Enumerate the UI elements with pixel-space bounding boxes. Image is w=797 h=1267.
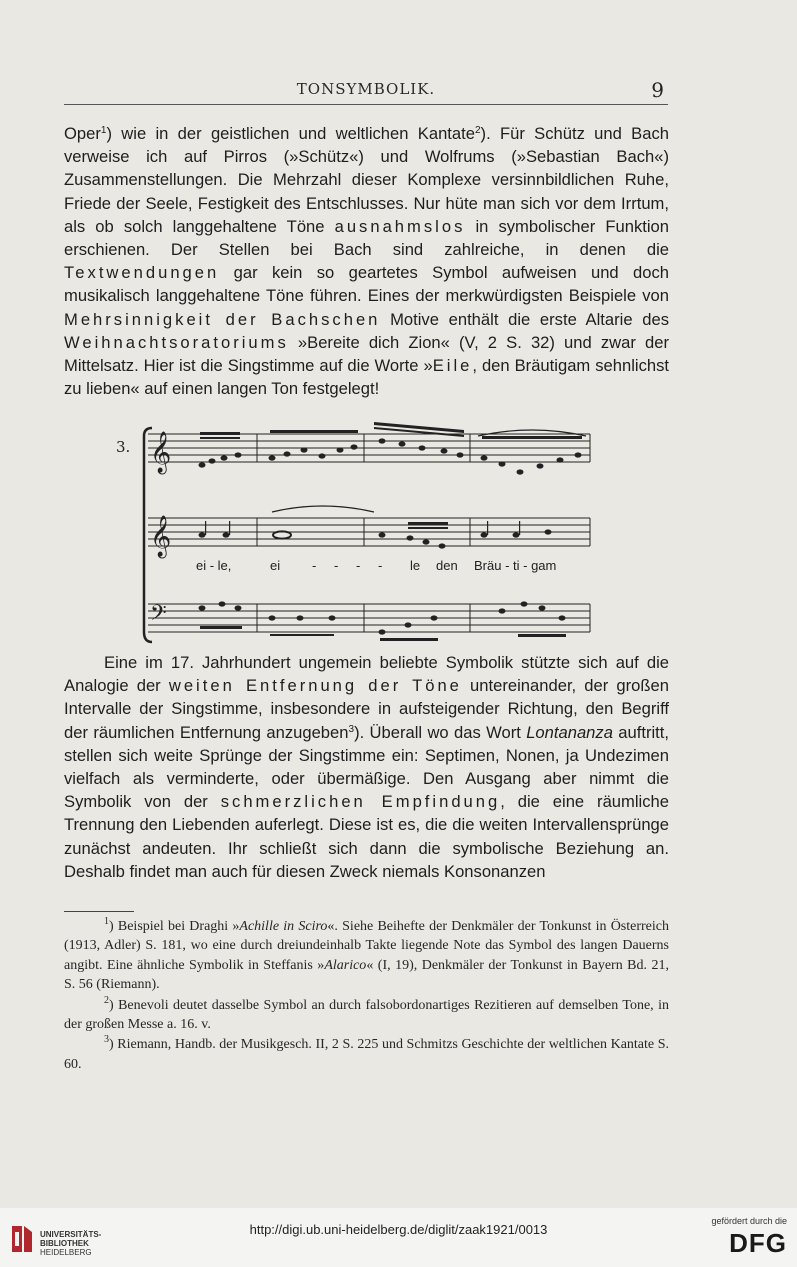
running-header <box>64 78 668 105</box>
footnote-rule <box>64 911 134 912</box>
library-name: UNIVERSITÄTS- BIBLIOTHEK HEIDELBERG <box>40 1230 102 1257</box>
svg-text:-: - <box>356 558 361 573</box>
svg-text:-: - <box>312 558 317 573</box>
music-example <box>112 420 602 648</box>
document-url[interactable]: http://digi.ub.uni-heidelberg.de/diglit/zaak1921/0013 <box>249 1222 548 1237</box>
svg-text:-: - <box>378 558 383 573</box>
viewer-footer <box>0 1208 797 1267</box>
staff-voice <box>148 518 590 546</box>
running-title: TONSYMBOLIK. <box>296 80 436 98</box>
slur-1 <box>478 430 586 436</box>
funder-logo[interactable] <box>707 1216 787 1259</box>
lyrics <box>196 558 556 573</box>
treble-clef-2: 𝄞 <box>150 516 172 557</box>
svg-text:ei: ei <box>270 558 281 573</box>
page-number: 9 <box>651 78 664 102</box>
funder-note: gefördert durch die <box>711 1216 787 1226</box>
svg-text:den: den <box>436 558 458 573</box>
treble-clef: 𝄞 <box>150 432 172 473</box>
footnote-3: $^3$) Riemann, Handb. der Musikgesch. II, 2 S. 225 und Schmitzs Geschichte der weltlichen Kantate S. 60. <box>64 1034 669 1072</box>
dfg-logo: DFG <box>729 1228 787 1258</box>
footnotes <box>64 917 669 1075</box>
svg-text:le: le <box>410 558 421 573</box>
example-number: 3. <box>116 438 131 456</box>
svg-text:Bräu - ti - gam: Bräu - ti - gam <box>474 558 557 573</box>
footnote-1: $^1$) Beispiel bei Draghi »Achille in Sciro«. Siehe Beihefte der Denkmäler der Tonkunst in Österreich (1913, Adler) S. 181, wo eine durch dreiundeinhalb Takte liegende Note das Symbol des langen Dauerns angibt. Eine ähnliche Symbolik in Steffanis »Alarico« (I, 19), Denkmäler der Tonkunst in Bayern Bd. 21, S. 56 (Riemann). <box>64 916 669 993</box>
footnote-2: $^2$) Benevoli deutet dasselbe Symbol an durch falsobordonartiges Rezitieren auf demselben Tone, in der großen Messe a. 16. v. <box>64 994 669 1033</box>
svg-text:ei - le,: ei - le, <box>196 558 232 573</box>
paragraph-1: Oper$^1$) wie in der geistlichen und weltlichen Kantate$^2$). Für Schütz und Bach verweise ich auf Pirros (»Schütz«) und Wolfrums (»Sebastian Bach«) Zusammenstellungen. Die Mehrzahl dieser Komplexe versinnbildlichen Ruhe, Friede der Seele, Festigkeit des Entschlusses. Nur hüte man sich vor dem Irrtum, als ob solch langgehaltene Töne ausnahmslos in symbolischer Funktion erschienen. Der Stellen bei Bach sind zahlreiche, in denen die Textwendungen gar kein so geartetes Symbol aufweisen und doch musikalisch langgehaltene Töne führen. Eines der merkwürdigsten Beispiele von Mehrsinnigkeit der Bachschen Motive enthält die erste Altarie des Weihnachtsoratoriums »Bereite dich Zion« (V, 2 S. 32) und zwar der Mittelsatz. Hier ist die Singstimme auf die Worte »Eile, den Bräutigam sehnlichst zu lieben« auf einen langen Ton festgelegt! <box>64 124 670 399</box>
staff-bass-notes <box>199 601 567 641</box>
bass-clef: 𝄢 <box>150 601 167 631</box>
paragraph-2: Eine im 17. Jahrhundert ungemein beliebte Symbolik stützte sich auf die Analogie der weiten Entfernung der Töne untereinander, der großen Intervalle der Singstimme, insbesondere in aufsteigender Richtung, den Begriff der räumlichen Entfernung anzugeben$^3$). Überall wo das Wort Lontananza auftritt, stellen sich weite Sprünge der Singstimme ein: Septimen, Nonen, ja Undezimen vielfach als verminderte, oder übermäßige. Den Ausgang aber nimmt die Symbolik von der schmerzlichen Empfindung, die eine räumliche Trennung den Liebenden auferlegt. Diese ist es, die die weiten Intervallensprünge zunächst andeuten. Ihr schließt sich dann die symbolische Beziehung an. Deshalb findet man auch für diesen Zweck niemals Konsonanzen <box>64 653 670 881</box>
svg-text:-: - <box>334 558 339 573</box>
slur-2 <box>272 506 374 512</box>
